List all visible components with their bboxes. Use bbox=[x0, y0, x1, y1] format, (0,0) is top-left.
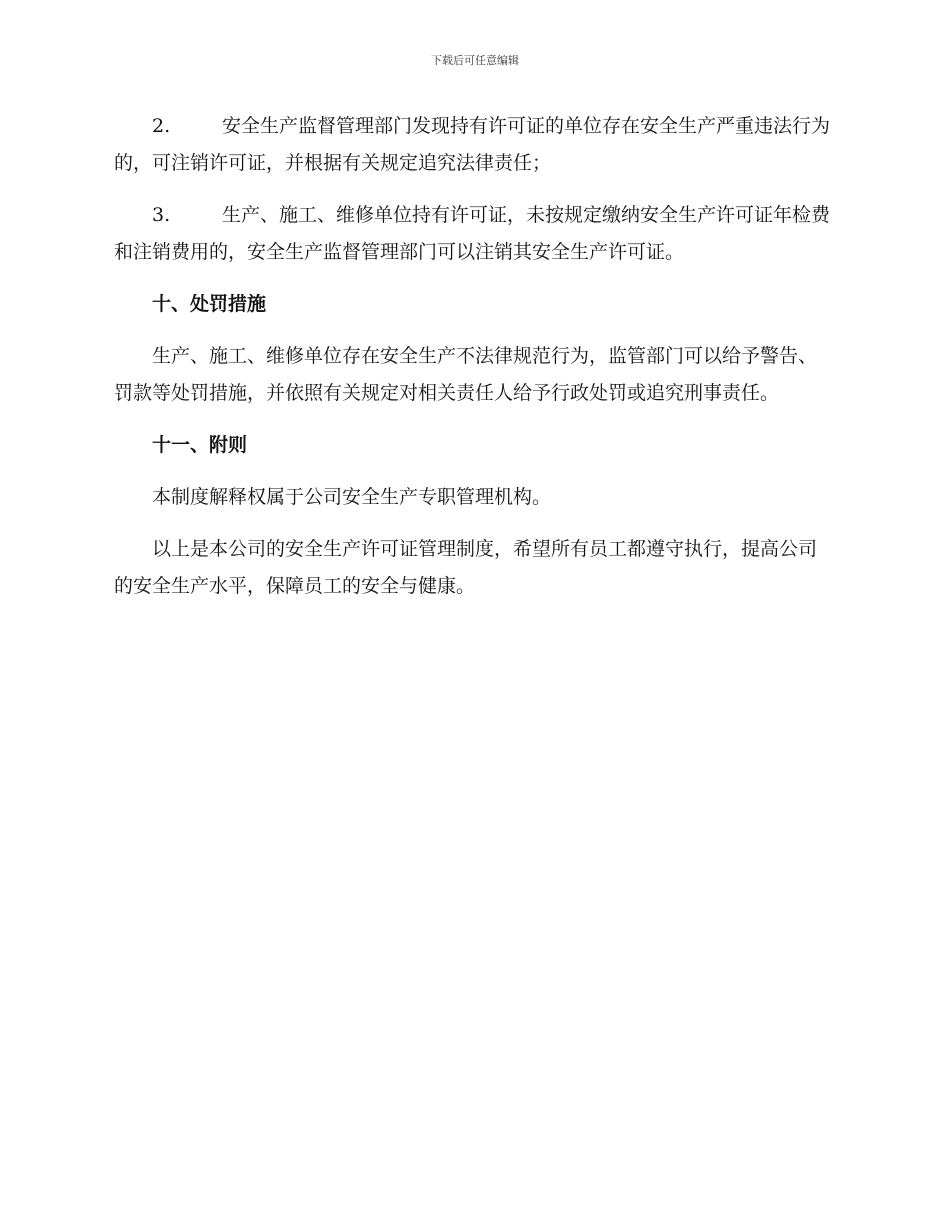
numbered-item-3 bbox=[114, 197, 832, 271]
item-text: 生产、施工、维修单位持有许可证，未按规定缴纳安全生产许可证年检费和注销费用的，安全生产监督管理部门可以注销其安全生产许可证。 bbox=[114, 204, 831, 263]
section-supplementary-body: 本制度解释权属于公司安全生产专职管理机构。 bbox=[152, 486, 552, 508]
document-body bbox=[114, 108, 832, 620]
item-text: 安全生产监督管理部门发现持有许可证的单位存在安全生产严重违法行为的，可注销许可证，并根据有关规定追究法律责任； bbox=[114, 115, 831, 174]
section-heading-penalties: 十、处罚措施 bbox=[152, 293, 267, 315]
page-header: 下载后可任意编辑 bbox=[431, 54, 519, 67]
closing-paragraph: 以上是本公司的安全生产许可证管理制度，希望所有员工都遵守执行，提高公司的安全生产水平，保障员工的安全与健康。 bbox=[114, 538, 818, 597]
section-penalties-body: 生产、施工、维修单位存在安全生产不法律规范行为，监管部门可以给予警告、罚款等处罚措施，并依照有关规定对相关责任人给予行政处罚或追究刑事责任。 bbox=[114, 345, 818, 404]
numbered-item-2 bbox=[114, 108, 832, 182]
item-number: 2. bbox=[152, 115, 171, 137]
item-number: 3. bbox=[152, 204, 171, 226]
section-heading-supplementary: 十一、附则 bbox=[152, 434, 248, 456]
